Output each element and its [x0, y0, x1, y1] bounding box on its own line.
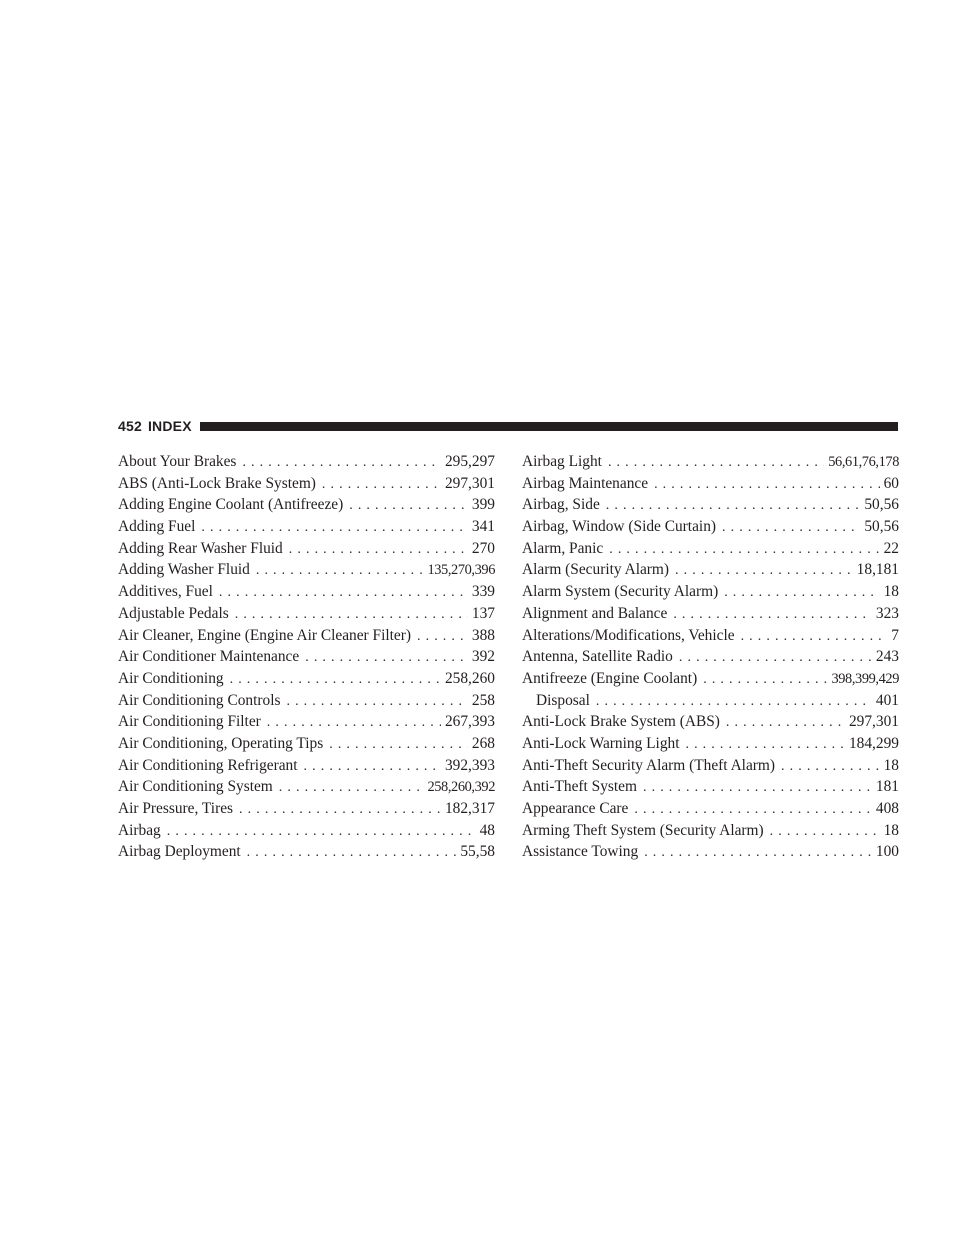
index-entry [522, 841, 899, 863]
index-pages: 392 [471, 648, 495, 666]
index-term: Antenna, Satellite Radio [522, 648, 673, 666]
index-term: Air Pressure, Tires [118, 800, 234, 817]
index-pages: 18 [883, 821, 899, 839]
index-subentry [522, 690, 899, 712]
dot-leader [685, 734, 844, 755]
index-entry [118, 841, 495, 863]
index-term: Additives, Fuel [118, 583, 213, 601]
dot-leader [770, 821, 880, 842]
index-term: Airbag Maintenance [522, 474, 649, 492]
index-entry [522, 776, 899, 798]
dot-leader [256, 560, 424, 581]
index-pages: 55,58 [460, 843, 495, 861]
index-term: Air Conditioning Refrigerant [118, 756, 298, 774]
index-pages: 398,399,429 [831, 670, 899, 687]
index-entry [118, 690, 495, 712]
dot-leader [741, 626, 888, 647]
dot-leader [673, 604, 872, 625]
index-pages: 56,61,76,178 [828, 454, 899, 470]
index-pages: 60 [883, 474, 899, 492]
index-term: Airbag, Window (Side Curtain) [522, 518, 717, 536]
index-pages: 297,301 [444, 474, 495, 492]
dot-leader [349, 495, 468, 516]
index-term: Alarm (Security Alarm) [522, 561, 670, 579]
index-term: Air Conditioner Maintenance [118, 648, 300, 666]
index-pages: 268 [471, 734, 495, 752]
index-entry [118, 820, 495, 842]
index-pages: 392,393 [444, 756, 495, 774]
index-term: Air Conditioning Filter [118, 713, 261, 731]
index-entry [118, 668, 495, 690]
index-term: Adding Engine Coolant (Antifreeze) [118, 496, 344, 514]
dot-leader [230, 669, 441, 690]
dot-leader [606, 495, 861, 516]
index-term: Air Cleaner, Engine (Engine Air Cleaner Filter) [118, 626, 411, 644]
dot-leader [781, 756, 880, 777]
index-pages: 408 [875, 800, 899, 817]
index-term: Arming Theft System (Security Alarm) [522, 821, 764, 839]
index-entry [118, 494, 495, 516]
dot-leader [239, 799, 441, 820]
index-entry [522, 711, 899, 733]
dot-leader [304, 756, 441, 777]
index-entry [118, 755, 495, 777]
index-term: Airbag Light [522, 453, 602, 470]
section-title: INDEX [147, 418, 192, 434]
index-entry [118, 581, 495, 603]
index-term: Adding Fuel [118, 518, 196, 536]
index-entry [522, 625, 899, 647]
header-rule [200, 422, 898, 431]
index-entry [522, 646, 899, 668]
dot-leader [267, 712, 441, 733]
index-entry [118, 646, 495, 668]
dot-leader [675, 560, 853, 581]
index-term: Alterations/Modifications, Vehicle [522, 626, 735, 644]
index-term: Adding Washer Fluid [118, 561, 250, 579]
index-entry [522, 473, 899, 495]
dot-leader [654, 474, 880, 495]
index-pages: 135,270,396 [427, 562, 495, 579]
dot-leader [219, 582, 468, 603]
dot-leader [329, 734, 468, 755]
index-term: Airbag [118, 821, 161, 839]
index-pages: 339 [471, 583, 495, 601]
dot-leader [608, 452, 824, 473]
index-term: Antifreeze (Engine Coolant) [522, 669, 698, 687]
index-entry [522, 733, 899, 755]
dot-leader [286, 691, 467, 712]
dot-leader [609, 539, 879, 560]
index-term: Alarm System (Security Alarm) [522, 583, 719, 601]
index-pages: 399 [471, 496, 495, 514]
index-entry [522, 494, 899, 516]
index-entry [118, 603, 495, 625]
index-term: Adding Rear Washer Fluid [118, 539, 283, 557]
dot-leader [634, 799, 872, 820]
index-pages: 182,317 [444, 800, 495, 817]
dot-leader [201, 517, 468, 538]
index-entry [118, 516, 495, 538]
index-pages: 258,260 [444, 669, 495, 687]
dot-leader [679, 647, 872, 668]
index-pages: 401 [875, 691, 899, 709]
index-entry [118, 776, 495, 798]
index-entry [118, 625, 495, 647]
index-term: Alarm, Panic [522, 539, 604, 557]
dot-leader [703, 669, 827, 690]
dot-leader [644, 842, 872, 863]
index-pages: 137 [471, 604, 495, 622]
index-term: Airbag Deployment [118, 843, 241, 861]
index-entry [118, 733, 495, 755]
dot-leader [322, 474, 441, 495]
dot-leader [289, 539, 468, 560]
index-entry [522, 798, 899, 820]
index-term: Airbag, Side [522, 496, 600, 514]
index-term: Anti-Lock Brake System (ABS) [522, 713, 720, 731]
page-header [118, 416, 898, 436]
index-entry [118, 473, 495, 495]
index-pages: 341 [471, 518, 495, 536]
index-pages: 258 [471, 691, 495, 709]
index-pages: 184,299 [848, 734, 899, 752]
index-term: Disposal [536, 691, 590, 709]
index-pages: 181 [875, 778, 899, 796]
index-entry [522, 668, 899, 690]
index-entry [522, 451, 899, 473]
index-pages: 100 [875, 843, 899, 861]
index-entry [118, 711, 495, 733]
dot-leader [724, 582, 879, 603]
index-entry [118, 451, 495, 473]
index-term: ABS (Anti-Lock Brake System) [118, 474, 316, 492]
index-entry [118, 559, 495, 581]
index-term: Anti-Theft Security Alarm (Theft Alarm) [522, 756, 776, 774]
index-pages: 48 [479, 821, 495, 839]
index-entry [522, 820, 899, 842]
index-term: Anti-Theft System [522, 778, 637, 796]
dot-leader [167, 821, 476, 842]
index-pages: 7 [891, 626, 899, 644]
index-pages: 323 [875, 604, 899, 622]
index-entry [118, 798, 495, 820]
index-entry [522, 516, 899, 538]
index-pages: 18 [883, 583, 899, 601]
page-number: 452 [118, 418, 142, 434]
index-pages: 22 [883, 539, 899, 557]
index-pages: 50,56 [864, 496, 899, 514]
dot-leader [596, 691, 872, 712]
index-pages: 270 [471, 539, 495, 557]
dot-leader [722, 517, 860, 538]
index-column-left [118, 451, 495, 863]
index-term: Air Conditioning, Operating Tips [118, 734, 324, 752]
index-term: Assistance Towing [522, 843, 639, 861]
index-term: Adjustable Pedals [118, 604, 229, 622]
index-pages: 295,297 [444, 453, 495, 470]
index-term: Air Conditioning System [118, 778, 273, 796]
dot-leader [235, 604, 468, 625]
dot-leader [643, 777, 872, 798]
index-pages: 267,393 [444, 713, 495, 731]
index-pages: 243 [875, 648, 899, 666]
index-pages: 258,260,392 [427, 779, 495, 796]
index-pages: 18 [883, 756, 899, 774]
index-entry [522, 603, 899, 625]
dot-leader [305, 647, 468, 668]
index-entry [522, 581, 899, 603]
index-term: Appearance Care [522, 800, 629, 817]
dot-leader [279, 777, 424, 798]
index-pages: 18,181 [856, 561, 899, 579]
index-entry [118, 538, 495, 560]
index-pages: 50,56 [864, 518, 899, 536]
index-pages: 388 [471, 626, 495, 644]
dot-leader [247, 842, 457, 863]
dot-leader [726, 712, 845, 733]
index-term: About Your Brakes [118, 453, 237, 470]
index-entry [522, 755, 899, 777]
index-term: Anti-Lock Warning Light [522, 734, 680, 752]
index-term: Air Conditioning Controls [118, 691, 281, 709]
dot-leader [417, 626, 468, 647]
index-entry [522, 559, 899, 581]
index-term: Alignment and Balance [522, 604, 668, 622]
dot-leader [242, 452, 441, 473]
index-entry [522, 538, 899, 560]
index-term: Air Conditioning [118, 669, 224, 687]
index-column-right [522, 451, 899, 863]
index-pages: 297,301 [848, 713, 899, 731]
